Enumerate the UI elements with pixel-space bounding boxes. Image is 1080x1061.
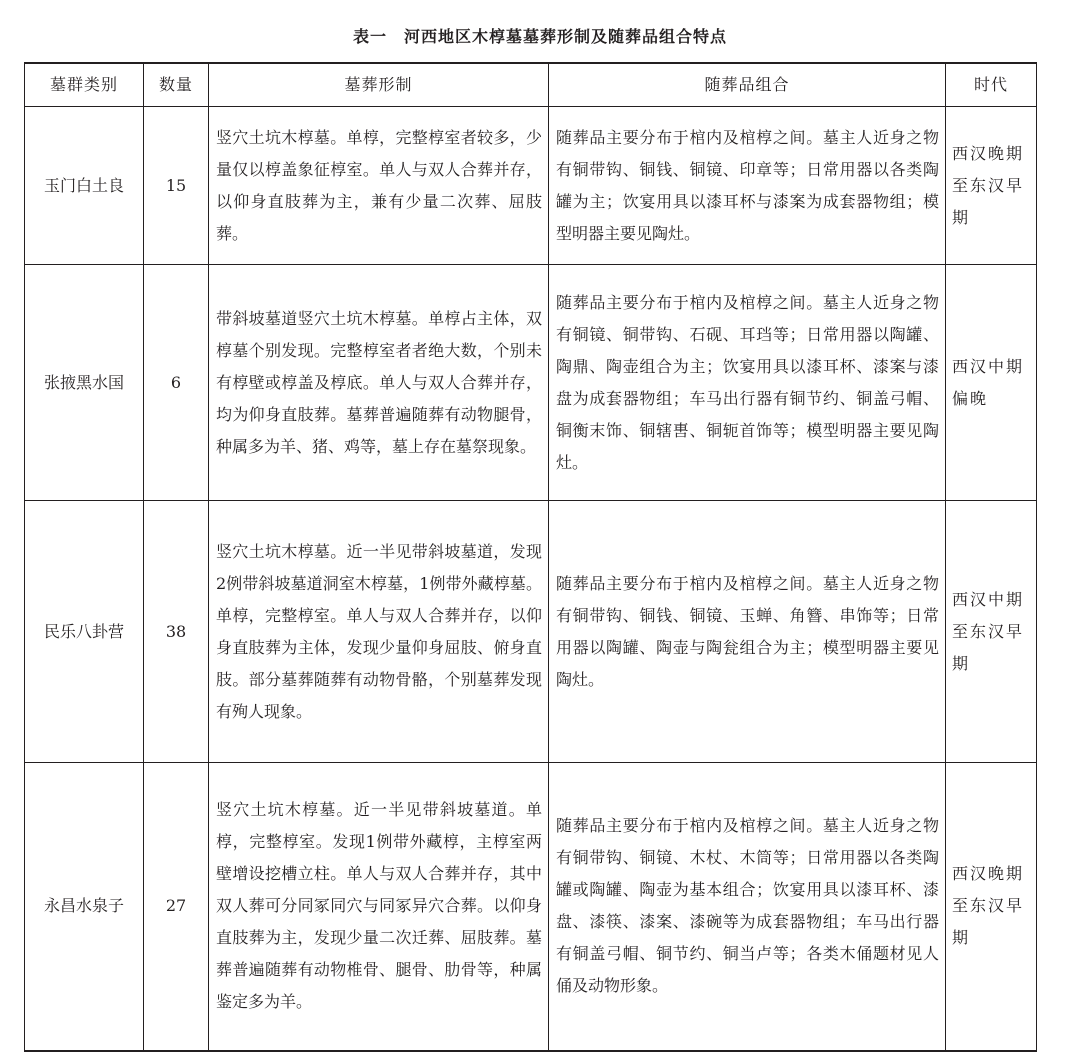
cell-group: 张掖黑水国	[25, 265, 144, 501]
table-row	[25, 265, 1037, 501]
header-form: 墓葬形制	[209, 63, 549, 107]
header-period: 时代	[946, 63, 1037, 107]
cell-goods: 随葬品主要分布于棺内及棺椁之间。墓主人近身之物有铜带钩、铜钱、铜镜、印章等；日常用器以各类陶罐为主；饮宴用具以漆耳杯与漆案为成套器物组；模型明器主要见陶灶。	[549, 107, 946, 265]
cell-form: 竖穴土坑木椁墓。近一半见带斜坡墓道。单椁，完整椁室。发现1例带外藏椁，主椁室两壁增设挖槽立柱。单人与双人合葬并存，其中双人葬可分同冢同穴与同冢异穴合葬。以仰身直肢葬为主，发现少量二次迁葬、屈肢葬。墓葬普遍随葬有动物椎骨、腿骨、肋骨等，种属鉴定多为羊。	[209, 763, 549, 1051]
cell-period: 西汉中期偏晚	[946, 265, 1037, 501]
header-goods: 随葬品组合	[549, 63, 946, 107]
header-count: 数量	[144, 63, 209, 107]
table-row	[25, 501, 1037, 763]
table-title: 表一 河西地区木椁墓墓葬形制及随葬品组合特点	[352, 27, 727, 46]
cell-goods: 随葬品主要分布于棺内及棺椁之间。墓主人近身之物有铜镜、铜带钩、石砚、耳珰等；日常用器以陶罐、陶鼎、陶壶组合为主；饮宴用具以漆耳杯、漆案与漆盘为成套器物组；车马出行器有铜节约、铜盖弓帽、铜衡末饰、铜辖軎、铜轭首饰等；模型明器主要见陶灶。	[549, 265, 946, 501]
cell-form: 竖穴土坑木椁墓。近一半见带斜坡墓道，发现2例带斜坡墓道洞室木椁墓，1例带外藏椁墓。单椁，完整椁室。单人与双人合葬并存，以仰身直肢葬为主体，发现少量仰身屈肢、俯身直肢。部分墓葬随葬有动物骨骼，个别墓葬发现有殉人现象。	[209, 501, 549, 763]
cell-form: 带斜坡墓道竖穴土坑木椁墓。单椁占主体，双椁墓个别发现。完整椁室者者绝大数，个别未有椁壁或椁盖及椁底。单人与双人合葬并存，均为仰身直肢葬。墓葬普遍随葬有动物腿骨，种属多为羊、猪、鸡等，墓上存在墓祭现象。	[209, 265, 549, 501]
header-group: 墓群类别	[25, 63, 144, 107]
table-row	[25, 763, 1037, 1051]
cell-group: 民乐八卦营	[25, 501, 144, 763]
cell-group: 永昌水泉子	[25, 763, 144, 1051]
cell-period: 西汉中期至东汉早期	[946, 501, 1037, 763]
table-row	[25, 107, 1037, 265]
cell-form: 竖穴土坑木椁墓。单椁，完整椁室者较多，少量仅以椁盖象征椁室。单人与双人合葬并存，以仰身直肢葬为主，兼有少量二次葬、屈肢葬。	[209, 107, 549, 265]
burial-table	[24, 62, 1037, 1052]
cell-count: 38	[144, 501, 209, 763]
cell-count: 27	[144, 763, 209, 1051]
cell-goods: 随葬品主要分布于棺内及棺椁之间。墓主人近身之物有铜带钩、铜镜、木杖、木筒等；日常用器以各类陶罐或陶罐、陶壶为基本组合；饮宴用具以漆耳杯、漆盘、漆筷、漆案、漆碗等为成套器物组；车马出行器有铜盖弓帽、铜节约、铜当卢等；各类木俑题材见人俑及动物形象。	[549, 763, 946, 1051]
cell-period: 西汉晚期至东汉早期	[946, 107, 1037, 265]
cell-count: 6	[144, 265, 209, 501]
cell-group: 玉门白土良	[25, 107, 144, 265]
header-row	[25, 63, 1037, 107]
cell-goods: 随葬品主要分布于棺内及棺椁之间。墓主人近身之物有铜带钩、铜钱、铜镜、玉蝉、角簪、串饰等；日常用器以陶罐、陶壶与陶瓮组合为主；模型明器主要见陶灶。	[549, 501, 946, 763]
cell-period: 西汉晚期至东汉早期	[946, 763, 1037, 1051]
cell-count: 15	[144, 107, 209, 265]
